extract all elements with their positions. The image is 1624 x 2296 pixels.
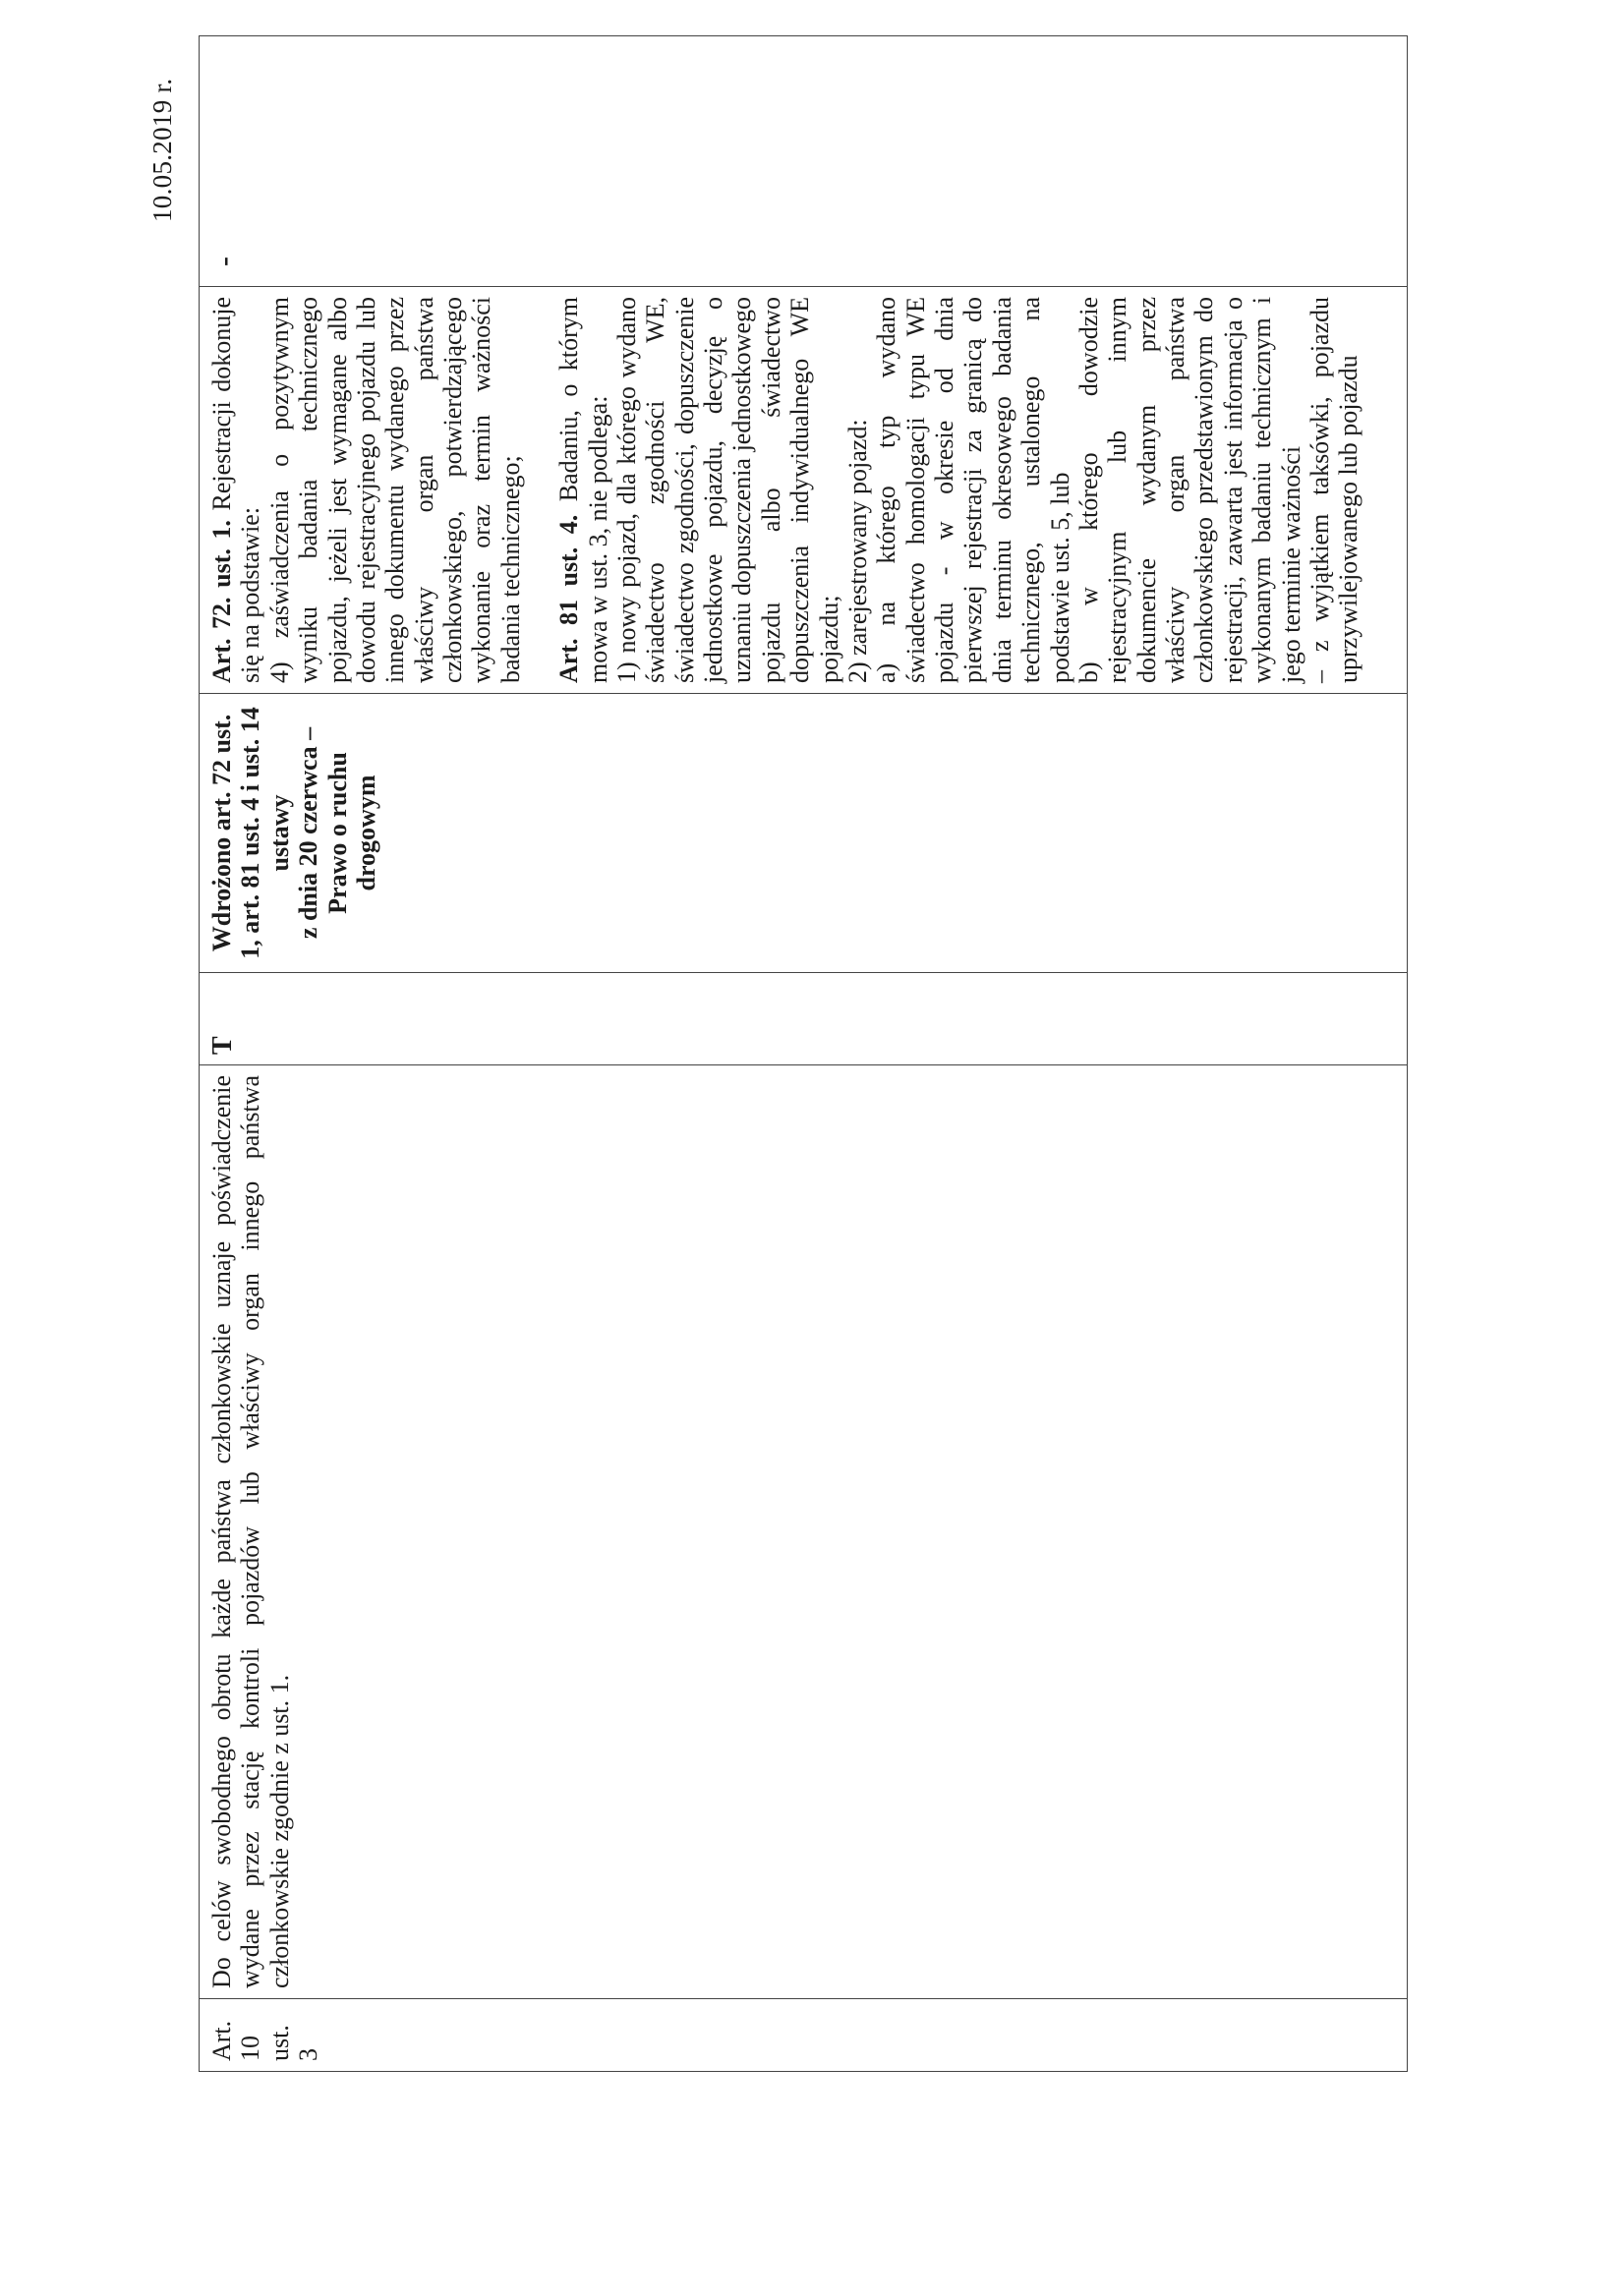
- provision-paragraph-cut: – z wyjątkiem taksówki, pojazdu uprzywilejowanego lub pojazdu: [1305, 297, 1363, 683]
- directive-text-cell: Do celów swobodnego obrotu każde państwa członkowskie uznaje poświadczenie wydane przez stację kontroli pojazdów lub właściwy organ innego państwa członkowskie zgodnie z ust. 1.: [200, 1065, 1408, 1999]
- provision-paragraph: 4) zaświadczenia o pozytywnym wyniku badania technicznego pojazdu, jeżeli jest wymagane albo dowodu rejestracyjnego pojazdu lub innego dokumentu wydanego przez właściwy organ państwa członkowskiego, potwierdzającego wykonanie oraz termin ważności badania technicznego;: [264, 297, 525, 683]
- paragraph-gap: [525, 297, 554, 683]
- provision-ref: Art. 72. ust. 1.: [207, 520, 236, 683]
- concordance-table: [199, 35, 1408, 2072]
- implementation-cell: [200, 694, 1408, 973]
- provision-paragraph: Art. 81 ust. 4. Badaniu, o którym mowa w ust. 3, nie podlega:: [554, 297, 612, 683]
- provision-paragraph: b) w którego dowodzie rejestracyjnym lub innym dokumencie wydanym przez właściwy organ państwa członkowskiego przedstawionym do rejestracji, zawarta jest informacja o wykonanym badaniu technicznym i jego terminie ważności: [1073, 297, 1305, 683]
- article-cell: Art. 10 ust. 3: [200, 1999, 1408, 2072]
- national-provisions-cell: [200, 287, 1408, 694]
- table-row: [200, 36, 1408, 2072]
- transposition-type: T: [207, 1036, 238, 1055]
- document-date: 10.05.2019 r.: [147, 78, 177, 222]
- provision-paragraph: a) na którego typ wydano świadectwo homologacji typu WE pojazdu - w okresie od dnia pierwszej rejestracji za granicą do dnia terminu okresowego badania technicznego, ustalonego na podstawie ust. 5, lub: [872, 297, 1074, 683]
- remarks-dash: -: [207, 257, 240, 266]
- provision-paragraph: 2) zarejestrowany pojazd:: [842, 419, 872, 683]
- provision-ref: Art. 81 ust. 4.: [554, 514, 584, 683]
- implementation-act: z dnia 20 czerwca – Prawo o ruchu drogowym: [294, 726, 380, 940]
- type-cell: [200, 973, 1408, 1065]
- provision-paragraph: Art. 72. ust. 1. Rejestracji dokonuje się na podstawie:: [207, 297, 265, 683]
- provision-paragraph: 1) nowy pojazd, dla którego wydano świadectwo zgodności WE, świadectwo zgodności, dopuszczenie jednostkowe pojazdu, decyzję o uznaniu dopuszczenia jednostkowego pojazdu albo świadectwo dopuszczenia indywidualnego WE pojazdu;: [611, 297, 843, 683]
- implementation-lead: Wdrożono art. 72 ust. 1, art. 81 ust. 4 i ust. 14 ustawy: [207, 707, 294, 959]
- remarks-cell: [200, 36, 1408, 287]
